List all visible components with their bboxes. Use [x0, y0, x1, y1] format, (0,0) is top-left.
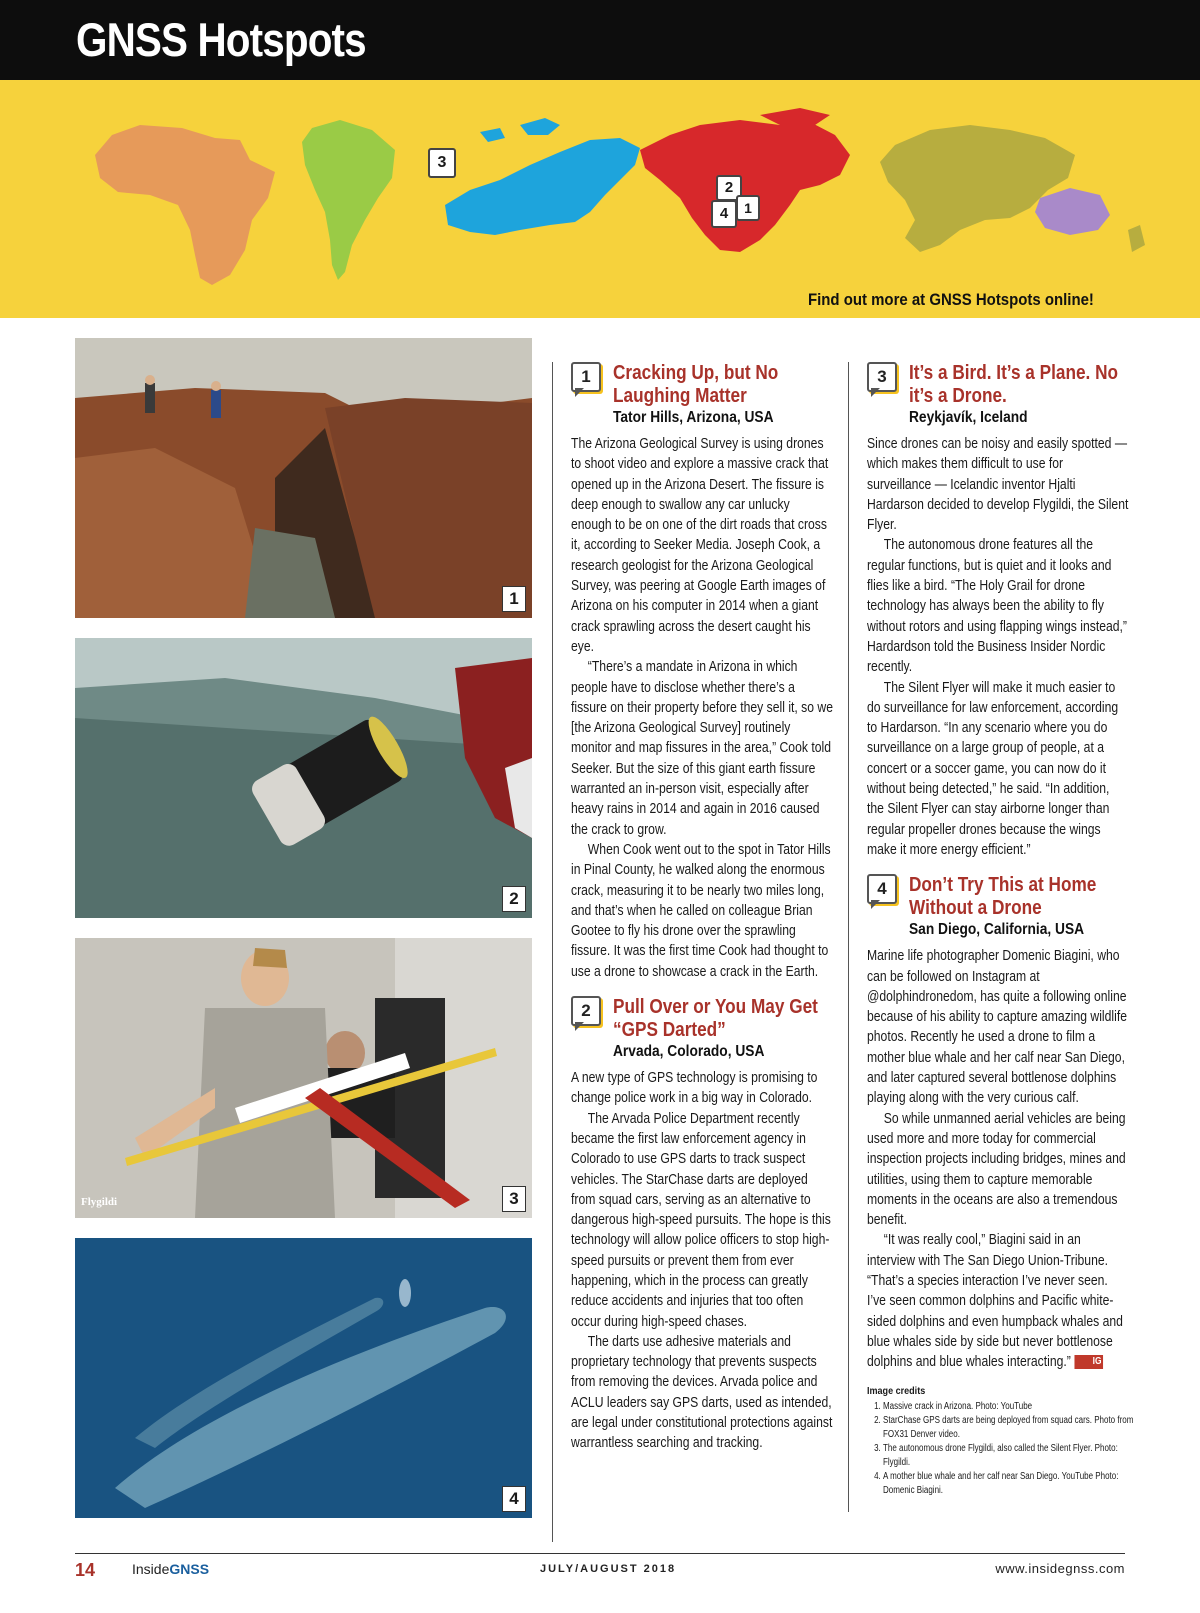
article-body	[571, 434, 833, 982]
photo-number: 1	[502, 586, 526, 612]
map-marker-2[interactable]: 2	[716, 175, 742, 201]
article-header	[867, 874, 1129, 940]
article-body	[867, 434, 1129, 860]
paragraph: The Silent Flyer will make it much easier to do surveillance for law enforcement, according to Hardarson. “In any scenario where you do surveillance on a large group of people, at a concert or a soccer game, you can now do it without being detected,” he said. “In addition, the Silent Flyer can stay airborne longer than regular propeller drones because the wings make it more energy efficient.”	[867, 679, 1119, 858]
article-title: It’s a Bird. It’s a Plane. No it’s a Drone.	[909, 362, 1119, 407]
website-link[interactable]: www.insidegnss.com	[995, 1561, 1125, 1576]
photo-number: 3	[502, 1186, 526, 1212]
article-body	[867, 946, 1129, 1372]
photo-flygildi	[75, 938, 532, 1218]
credit-item: 4. A mother blue whale and her calf near San Diego. YouTube Photo: Domenic Biagini.	[883, 1470, 1137, 1498]
article-location: Reykjavík, Iceland	[909, 409, 1028, 426]
article-location: Tator Hills, Arizona, USA	[613, 409, 774, 426]
credit-item: 3. The autonomous drone Flygildi, also called the Silent Flyer. Photo: Flygildi.	[883, 1442, 1137, 1470]
page-title: GNSS Hotspots	[76, 13, 366, 66]
world-map	[0, 80, 1200, 318]
paragraph: Marine life photographer Domenic Biagini, who can be followed on Instagram at @dolphindronedom, has quite a following online because of his ability to capture amazing wildlife photos. Recently he used a drone to film a mother blue whale and her calf near San Diego, and later captured several bottlenose dolphins playing along with the very curious calf.	[867, 948, 1127, 1107]
paragraph: Since drones can be noisy and easily spotted — which makes them difficult to use for surveillance — Icelandic inventor Hjalti Hardarson decided to develop Flygildi, the Silent Flyer.	[867, 436, 1129, 534]
paragraph: The darts use adhesive materials and proprietary technology that prevents suspects from removing the devices. Arvada police and ACLU leaders say GPS darts, used as intended, are legal under constitutional protections against warrantless searching and tracking.	[571, 1333, 833, 1452]
whale-image	[75, 1238, 532, 1518]
article-title: Cracking Up, but No Laughing Matter	[613, 362, 779, 407]
article-header	[867, 362, 1129, 428]
credits-title: Image credits	[867, 1385, 926, 1398]
flygildi-image	[75, 938, 532, 1218]
article-title: Don’t Try This at Home Without a Drone	[909, 874, 1097, 920]
paragraph: The Arvada Police Department recently became the first law enforcement agency in Colorado to use GPS darts to track suspect vehicles. The StarChase darts are deployed from squad cars, serving as an alternative to dangerous high-speed pursuits. The hope is this technology will allow police officers to stop high-speed pursuits or prevent them from ever happening, which in the process can greatly reduce accidents and injuries that too often occur during high-speed chases.	[571, 1110, 831, 1330]
paragraph: So while unmanned aerial vehicles are being used more and more today for commercial inspection projects including bridges, mines and utilities, using them to capture memorable moments in the oceans are also a tremendous benefit.	[867, 1110, 1126, 1229]
column-divider	[848, 362, 849, 1512]
paragraph: “It was really cool,” Biagini said in an interview with The San Diego Union-Tribune. “That’s a species interaction I’ve never seen. I’ve seen common dolphins and Pacific white-sided dolphins and even humpback whales and blue whales side by side but never bottlenose dolphins and blue whales interacting.” IG	[867, 1232, 1123, 1371]
footer-rule	[75, 1553, 1125, 1554]
map-australia	[1035, 188, 1110, 235]
article-2	[571, 996, 833, 1454]
photo-number: 2	[502, 886, 526, 912]
map-marker-3[interactable]: 3	[428, 148, 456, 178]
credits-list	[867, 1400, 1137, 1498]
image-credits	[867, 1384, 1134, 1498]
column-divider	[552, 362, 553, 1542]
header-bar	[0, 0, 1200, 80]
hotspot-marker-icon: 1	[571, 362, 599, 392]
paragraph: The autonomous drone features all the regular functions, but is quiet and it looks and flies like a bird. “The Holy Grail for drone technology has always been the ability to fly without rotors and using flapping wings instead,” Hardardson told the Business Insider Nordic recently.	[867, 537, 1127, 676]
magazine-name: InsideGNSS	[132, 1561, 210, 1577]
map-north-america	[640, 120, 850, 252]
page-number: 14	[75, 1560, 96, 1580]
hotspot-marker-icon: 2	[571, 996, 599, 1026]
photo-arizona-crack	[75, 338, 532, 618]
article-1	[571, 362, 833, 982]
paragraph: “There’s a mandate in Arizona in which people have to disclose whether there’s a fissure on their property before they sell it, so we [the Arizona Geological Survey] routinely monitor and map fissures in the area,” Cook told Seeker. But the size of this giant earth fissure warranted an in-person visit, especially after heavy rains in 2014 and again in 2016 caused the crack to grow.	[571, 659, 834, 838]
issue-date: JULY/AUGUST 2018	[540, 1563, 677, 1575]
hotspot-marker-icon: 4	[867, 874, 895, 904]
map-south-america	[302, 120, 395, 280]
map-marker-1[interactable]: 1	[736, 195, 760, 221]
photo-blue-whale	[75, 1238, 532, 1518]
map-marker-4[interactable]: 4	[711, 200, 737, 228]
article-header	[571, 996, 833, 1062]
hotspot-marker-icon: 3	[867, 362, 895, 392]
article-3	[867, 362, 1129, 860]
photo-credit: Flygildi	[81, 1196, 118, 1208]
paragraph: A new type of GPS technology is promising to change police work in a big way in Colorado.	[571, 1070, 818, 1107]
crack-image	[75, 338, 532, 618]
map-africa	[95, 125, 275, 285]
right-column	[867, 362, 1134, 1498]
paragraph: The Arizona Geological Survey is using drones to shoot video and explore a massive crack that opened up in the Arizona Desert. The fissure is deep enough to swallow any car unlucky enough to be on one of the dirt roads that cross it, according to Seeker Media. Joseph Cook, a research geologist for the Arizona Geological Survey, was peering at Google Earth images of Arizona on his computer in 2014 when a giant crack sprawling across the desert caught his eye.	[571, 436, 829, 655]
article-location: Arvada, Colorado, USA	[613, 1043, 765, 1061]
article-location: San Diego, California, USA	[909, 921, 1085, 939]
credit-item: 2. StarChase GPS darts are being deployed from squad cars. Photo from FOX31 Denver video.	[883, 1414, 1137, 1442]
photo-gps-dart	[75, 638, 532, 918]
end-mark-icon: IG	[1074, 1355, 1103, 1369]
article-title: Pull Over or You May Get “GPS Darted”	[613, 996, 818, 1042]
hotspots-online-link[interactable]: Find out more at GNSS Hotspots online!	[808, 290, 1094, 309]
credit-item: 1. Massive crack in Arizona. Photo: YouTube	[883, 1400, 1137, 1414]
map-asia	[880, 125, 1075, 252]
gps-dart-image	[75, 638, 532, 918]
article-header	[571, 362, 833, 428]
photo-number: 4	[502, 1486, 526, 1512]
article-4	[867, 874, 1134, 1498]
middle-column	[571, 362, 833, 1454]
map-europe	[445, 138, 640, 235]
article-body	[571, 1068, 833, 1454]
world-map-banner[interactable]	[0, 80, 1200, 318]
paragraph: When Cook went out to the spot in Tator Hills in Pinal County, he walked along the enormous crack, measuring it to be nearly two miles long, and that’s when he called on colleague Brian Gootee to fly his drone over the sprawling fissure. It was the first time Cook had thought to use a drone to showcase a crack in the Earth.	[571, 841, 831, 980]
